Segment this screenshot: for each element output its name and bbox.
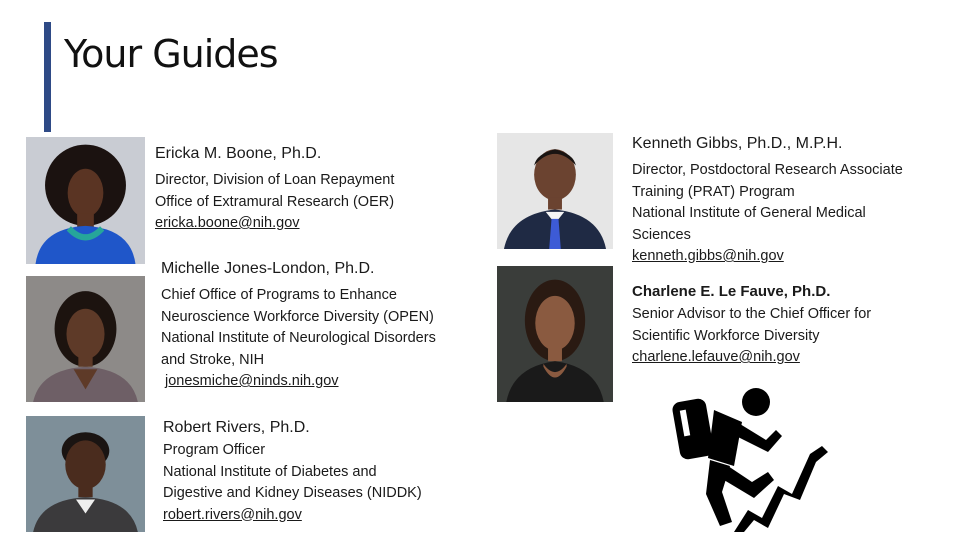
page-title: Your Guides	[64, 32, 278, 76]
guide-name: Kenneth Gibbs, Ph.D., M.P.H.	[632, 135, 843, 152]
guide-title-line: National Institute of Diabetes and	[163, 463, 377, 480]
guide-photo-gibbs	[497, 133, 613, 249]
guide-photo-boone	[26, 137, 145, 264]
guide-email-link[interactable]: ericka.boone@nih.gov	[155, 215, 300, 231]
guide-title-line: Director, Division of Loan Repayment	[155, 172, 395, 188]
guide-title-line: Digestive and Kidney Diseases (NIDDK)	[163, 485, 422, 501]
guide-title-line: Office of Extramural Research (OER)	[155, 193, 395, 210]
guide-email-link[interactable]: charlene.lefauve@nih.gov	[632, 349, 800, 365]
guide-name: Ericka M. Boone, Ph.D.	[155, 145, 322, 162]
guide-name: Michelle Jones-London, Ph.D.	[161, 260, 375, 277]
guide-email-link[interactable]: jonesmiche@ninds.nih.gov	[165, 373, 339, 389]
guide-photo-rivers	[26, 416, 145, 532]
guide-title-line: Senior Advisor to the Chief Officer for	[632, 306, 872, 322]
guide-title-line: Neuroscience Workforce Diversity (OPEN)	[161, 308, 434, 325]
guide-name: Charlene E. Le Fauve, Ph.D.	[632, 283, 831, 300]
guide-email-link[interactable]: robert.rivers@nih.gov	[163, 506, 302, 523]
guide-rivers	[163, 416, 422, 526]
guide-title-line: Scientific Workforce Diversity	[632, 327, 820, 344]
guide-photo-le-fauve	[497, 266, 613, 402]
guide-title-line: and Stroke, NIH	[161, 351, 265, 368]
guide-title-line: Program Officer	[163, 442, 266, 458]
guide-name: Robert Rivers, Ph.D.	[163, 419, 310, 436]
guide-title-line: Director, Postdoctoral Research Associate	[632, 162, 903, 178]
guide-le-fauve	[632, 280, 871, 369]
guide-title-line: National Institute of General Medical	[632, 205, 866, 221]
guide-jones-london	[161, 257, 436, 393]
guide-title-line: Training (PRAT) Program	[632, 183, 795, 200]
guide-email-link[interactable]: kenneth.gibbs@nih.gov	[632, 248, 784, 264]
guide-title-line: National Institute of Neurological Disorders	[161, 330, 436, 346]
guide-title-line: Sciences	[632, 226, 691, 243]
guide-boone	[155, 142, 394, 235]
guide-gibbs	[632, 132, 903, 268]
guide-title-line: Chief Office of Programs to Enhance	[161, 287, 397, 303]
guide-photo-jones-london	[26, 276, 145, 402]
title-accent-bar	[44, 22, 51, 132]
hiker-icon	[664, 382, 844, 532]
